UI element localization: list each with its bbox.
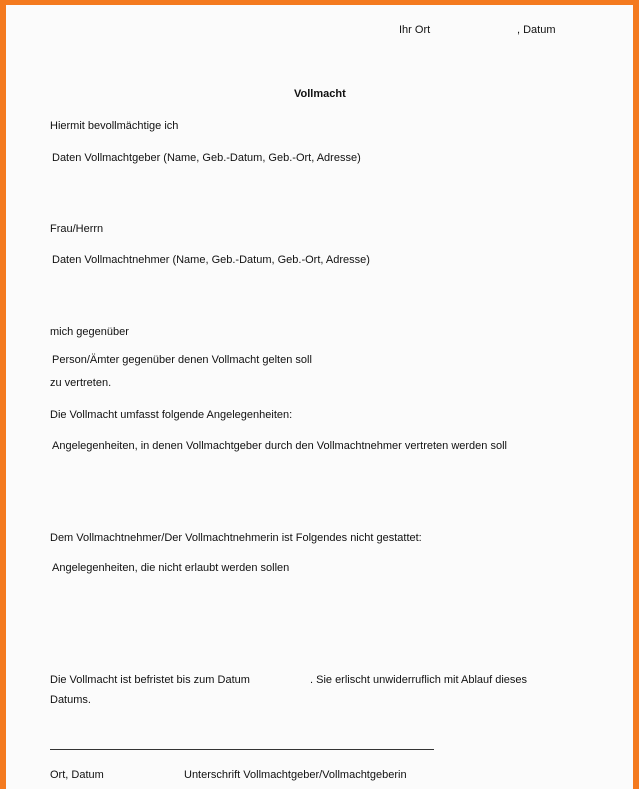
grantor-data-placeholder: Daten Vollmachtgeber (Name, Geb.-Datum, Geb.-Ort, Adresse) [52,152,361,164]
agent-data-placeholder: Daten Vollmachtnehmer (Name, Geb.-Datum, Geb.-Ort, Adresse) [52,254,370,266]
towards-line: mich gegenüber [50,326,129,338]
document-page [6,5,633,789]
authorize-line: Hiermit bevollmächtige ich [50,120,179,132]
term-line-part2: . Sie erlischt unwiderruflich mit Ablauf dieses [310,674,528,686]
scope-heading: Die Vollmacht umfasst folgende Angelegenheiten: [50,409,293,421]
signature-line [50,749,434,750]
to-represent-line: zu vertreten. [50,377,112,389]
salutation-line: Frau/Herrn [50,223,104,235]
scope-detail-placeholder: Angelegenheiten, in denen Vollmachtgeber durch den Vollmachtnehmer vertreten werden soll [52,440,507,452]
document-title: Vollmacht [294,88,346,100]
signature-label: Unterschrift Vollmachtgeber/Vollmachtgeberin [184,769,407,781]
restriction-heading: Dem Vollmachtnehmer/Der Vollmachtnehmerin ist Folgendes nicht gestattet: [50,532,422,544]
term-line-part3: Datums. [50,694,91,706]
restriction-detail-placeholder: Angelegenheiten, die nicht erlaubt werden sollen [52,562,290,574]
signature-place-date: Ort, Datum [50,769,104,781]
authorities-placeholder: Person/Ämter gegenüber denen Vollmacht gelten soll [52,354,312,366]
header-date: , Datum [517,24,556,36]
header-place: Ihr Ort [399,24,431,36]
term-line-part1: Die Vollmacht ist befristet bis zum Datum [50,674,250,686]
